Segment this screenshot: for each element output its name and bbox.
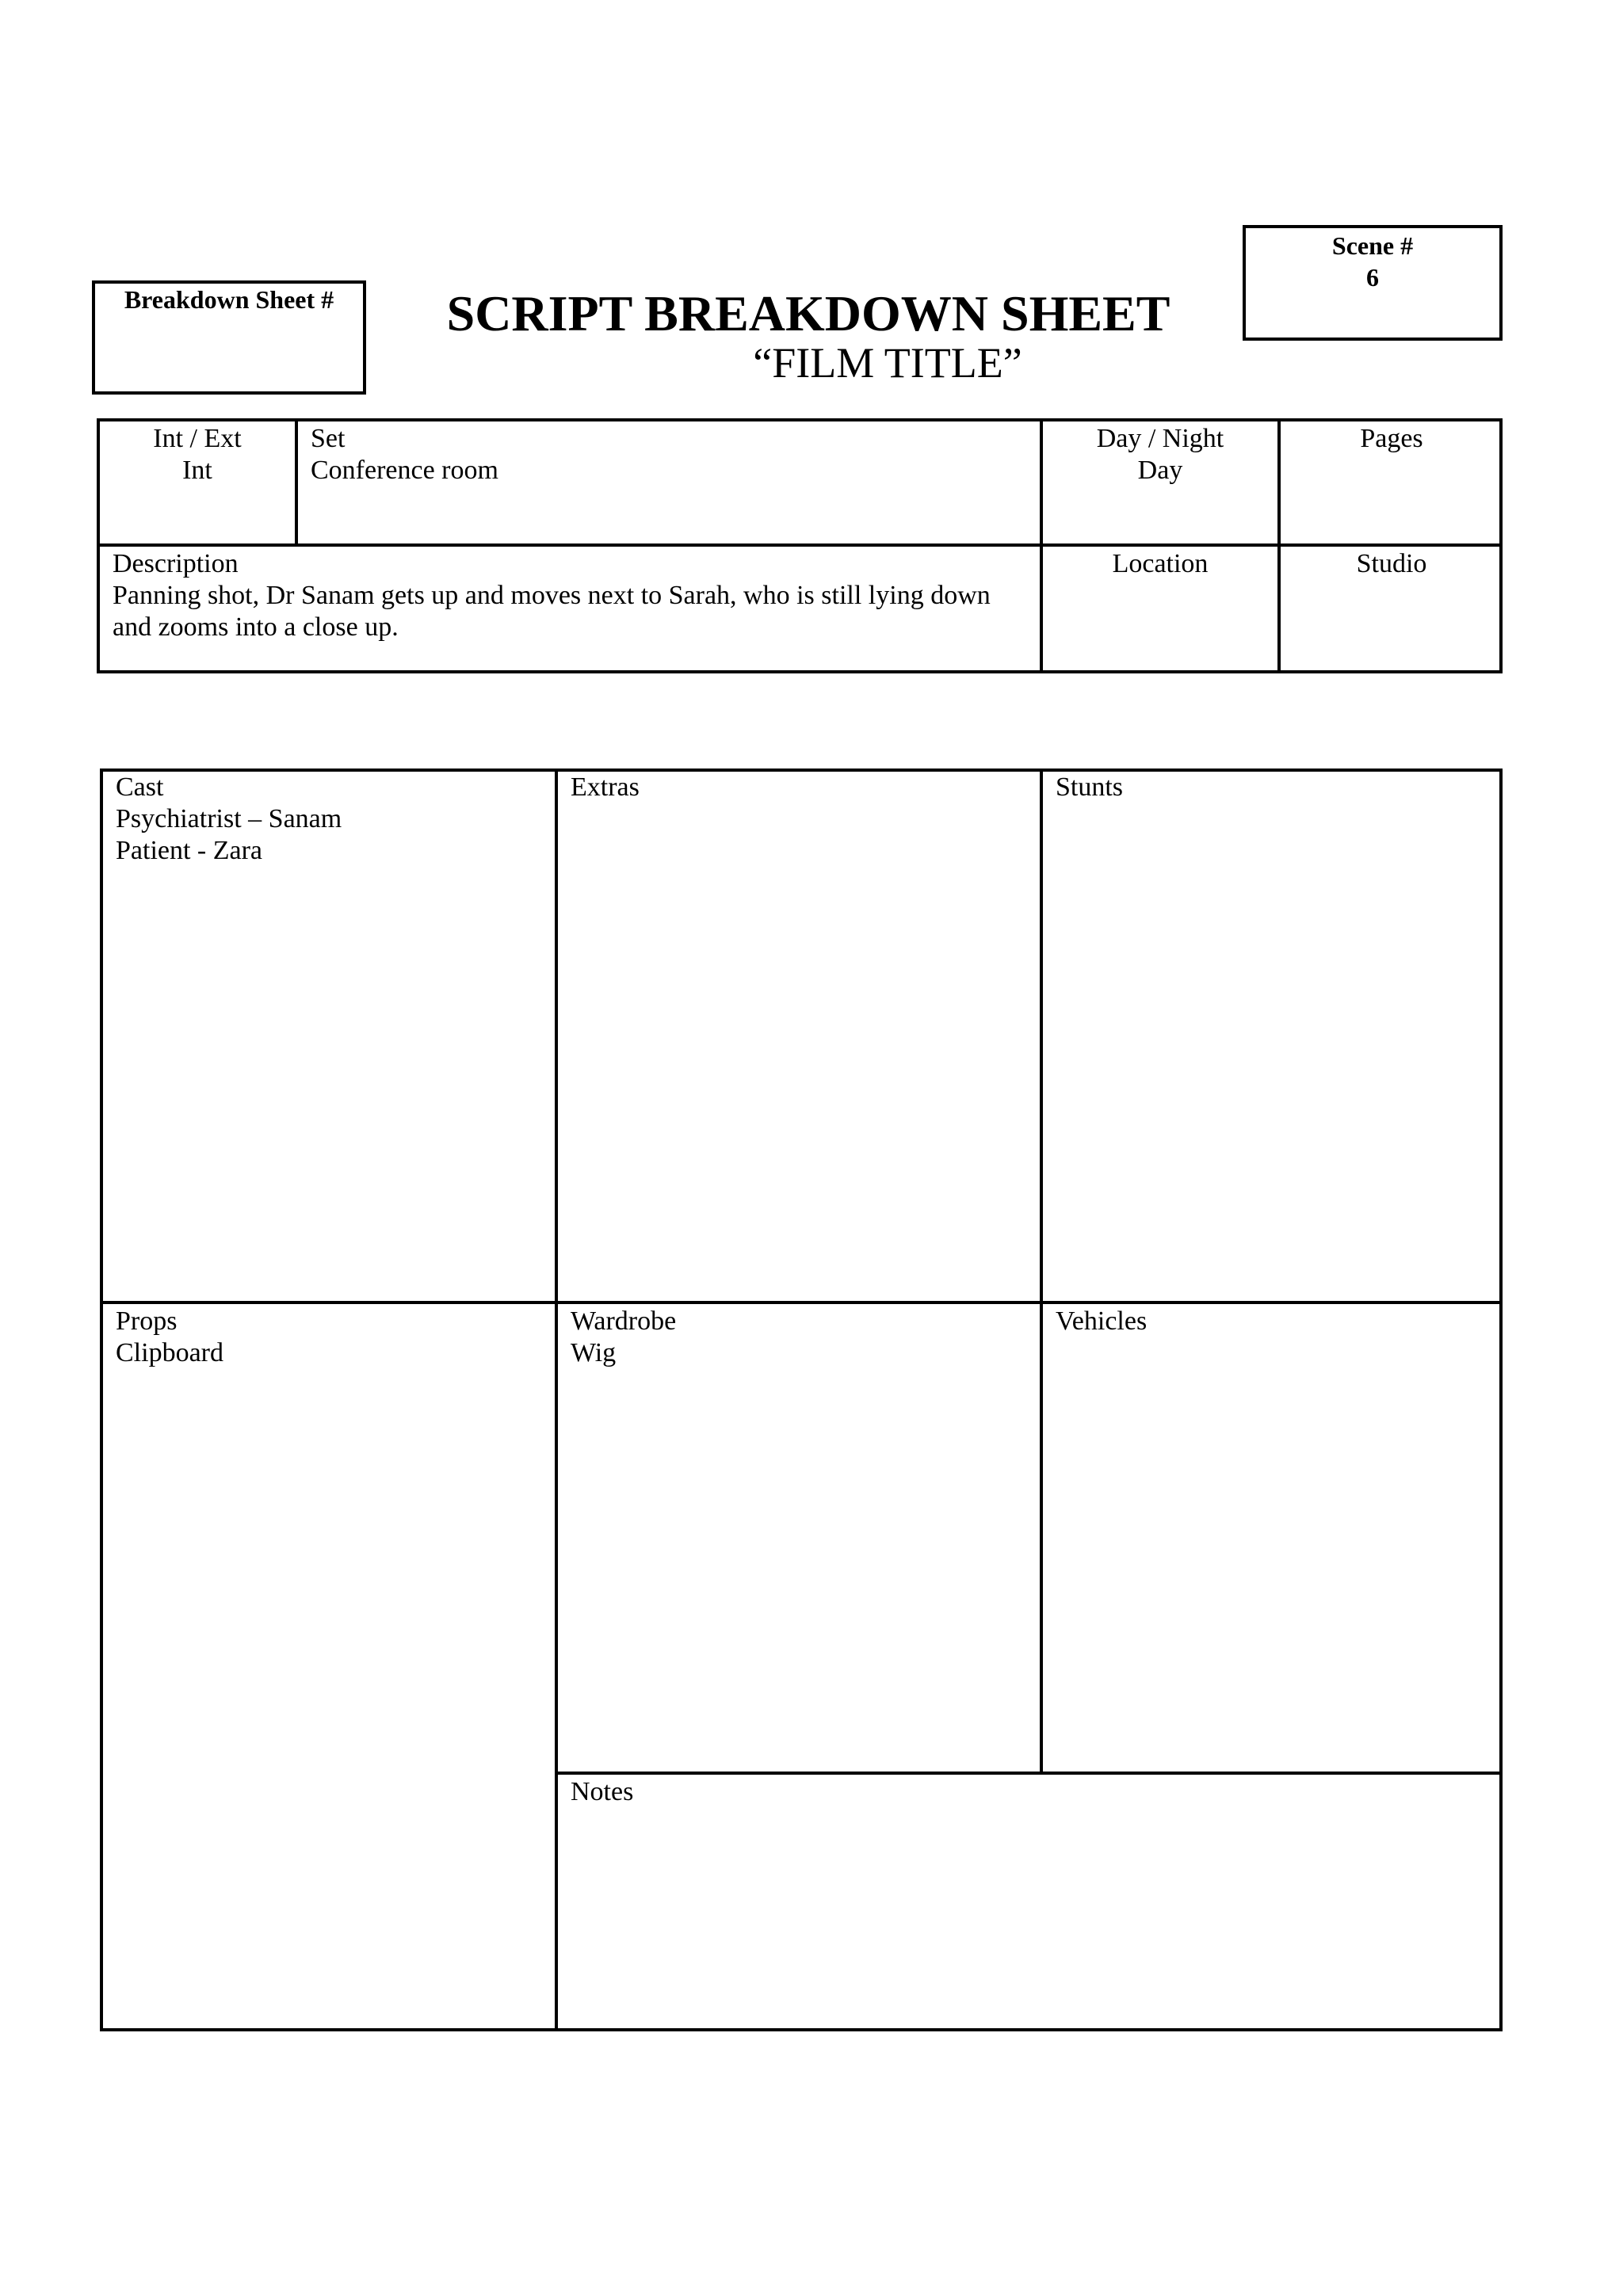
wardrobe-label: Wardrobe (571, 1306, 677, 1336)
wardrobe-item: Wig (571, 1338, 617, 1367)
info-divider-day-pages (1277, 418, 1281, 673)
studio-label: Studio (1356, 549, 1427, 578)
grid-col-divider-1 (555, 769, 558, 2031)
description-value: Panning shot, Dr Sanam gets up and moves next to Sarah, who is still lying down and zooms into a close up. (113, 581, 991, 642)
int-ext-value: Int (182, 456, 212, 485)
scene-value: 6 (1366, 263, 1379, 292)
description-label: Description (113, 549, 239, 578)
pages-label: Pages (1360, 424, 1423, 453)
grid-notes-divider (555, 1772, 1503, 1775)
grid-col-divider-2 (1040, 769, 1043, 1775)
grid-row-divider (100, 1301, 1503, 1304)
film-title: “FILM TITLE” (753, 339, 1022, 387)
breakdown-sheet-label: Breakdown Sheet # (124, 285, 334, 314)
cast-label: Cast (116, 772, 164, 802)
scene-label: Scene # (1331, 231, 1414, 260)
info-table-row-divider (97, 543, 1503, 547)
location-label: Location (1112, 549, 1209, 578)
day-night-value: Day (1137, 456, 1183, 485)
props-label: Props (116, 1306, 178, 1336)
props-item: Clipboard (116, 1338, 223, 1367)
page-title: SCRIPT BREAKDOWN SHEET (446, 285, 1170, 341)
day-night-label: Day / Night (1096, 424, 1224, 453)
breakdown-grid (100, 769, 1503, 2031)
notes-label: Notes (571, 1777, 634, 1806)
vehicles-label: Vehicles (1056, 1306, 1148, 1336)
cast-item: Psychiatrist – Sanam (116, 804, 342, 833)
set-label: Set (311, 424, 346, 453)
set-value: Conference room (311, 456, 498, 485)
info-divider-intext-set (295, 418, 298, 545)
cast-item: Patient - Zara (116, 836, 263, 865)
extras-label: Extras (571, 772, 640, 802)
int-ext-label: Int / Ext (153, 424, 242, 453)
stunts-label: Stunts (1056, 772, 1124, 802)
